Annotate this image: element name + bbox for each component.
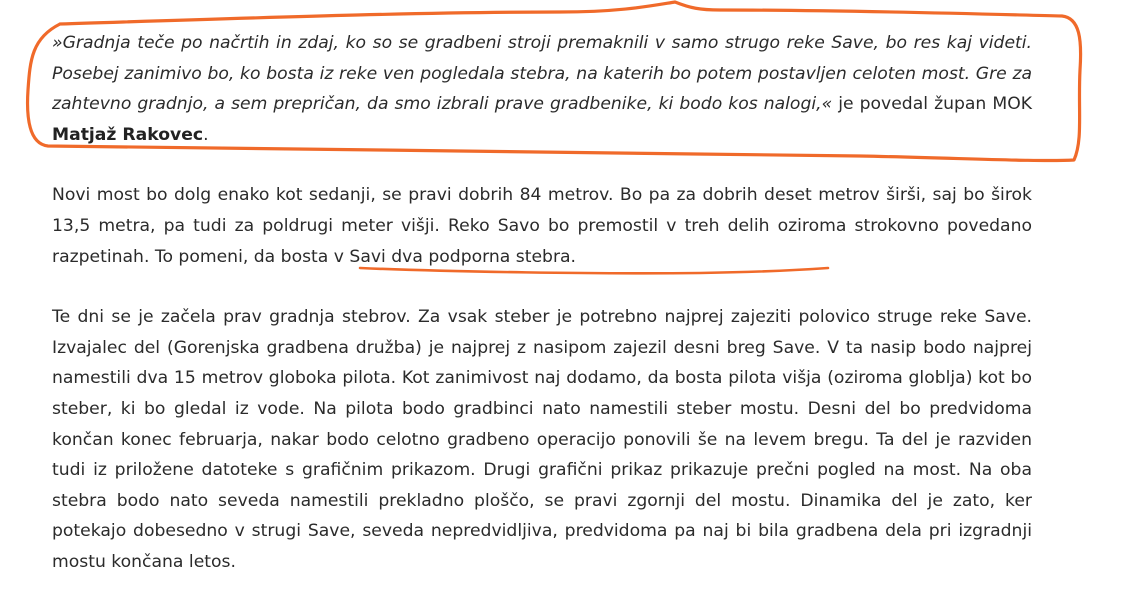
paragraph-2-text: Novi most bo dolg enako kot sedanji, se pravi dobrih 84 metrov. Bo pa za dobrih deset metrov širši, saj bo širok 13,5 metra, pa tudi za poldrugi meter višji. Reko Savo bo premostil v treh delih oziroma strokovno povedano razpetinah. bbox=[52, 185, 1032, 267]
attribution-suffix: . bbox=[203, 124, 209, 145]
paragraph-construction-details: Te dni se je začela prav gradnja stebrov. Za vsak steber je potrebno najprej zajeziti polovico struge reke Save. Izvajalec del (Gorenjska gradbena družba) je najprej z nasipom zajezil desni breg Save. V ta nasip bodo najprej namestili dva 15 metrov globoka pilota. Kot zanimivost naj dodamo, da bosta pilota višja (oziroma globlja) kot bo steber, ki bo gledal iz vode. Na pilota bodo gradbinci nato namestili steber mostu. Desni del bo predvidoma končan konec februarja, nakar bodo celotno gradbeno operacijo ponovili še na levem bregu. Ta del je razviden tudi iz priložene datoteke s grafičnim prikazom. Drugi grafični prikaz prikazuje prečni pogled na most. Na oba stebra bodo nato seveda namestili prekladno ploščo, se pravi zgornji del mostu. Dinamika del je zato, ker potekajo dobesedno v strugi Save, seveda nepredvidljiva, predvidoma pa naj bi bila gradbena dela pri izgradnji mostu končana letos. bbox=[52, 307, 1032, 572]
speaker-name: Matjaž Rakovec bbox=[52, 124, 204, 145]
quote-text: »Gradnja teče po načrtih in zdaj, ko so se gradbeni stroji premaknili v samo strugo reke Save, bo res kaj videti. Posebej zanimivo bo, ko bosta iz reke ven pogledala stebra, na katerih bo potem postavljen celoten most. Gre za zahtevno gradnjo, a sem prepričan, da smo izbrali prave gradbenike, ki bodo kos nalogi,« bbox=[52, 33, 1032, 115]
underlined-sentence: To pomeni, da bosta v Savi dva podporna stebra. bbox=[154, 246, 577, 267]
quote-paragraph bbox=[52, 28, 1032, 150]
paragraph-bridge-dimensions bbox=[52, 180, 1032, 272]
attribution-prefix: je povedal župan MOK bbox=[832, 94, 1032, 115]
article-body bbox=[52, 28, 1032, 578]
